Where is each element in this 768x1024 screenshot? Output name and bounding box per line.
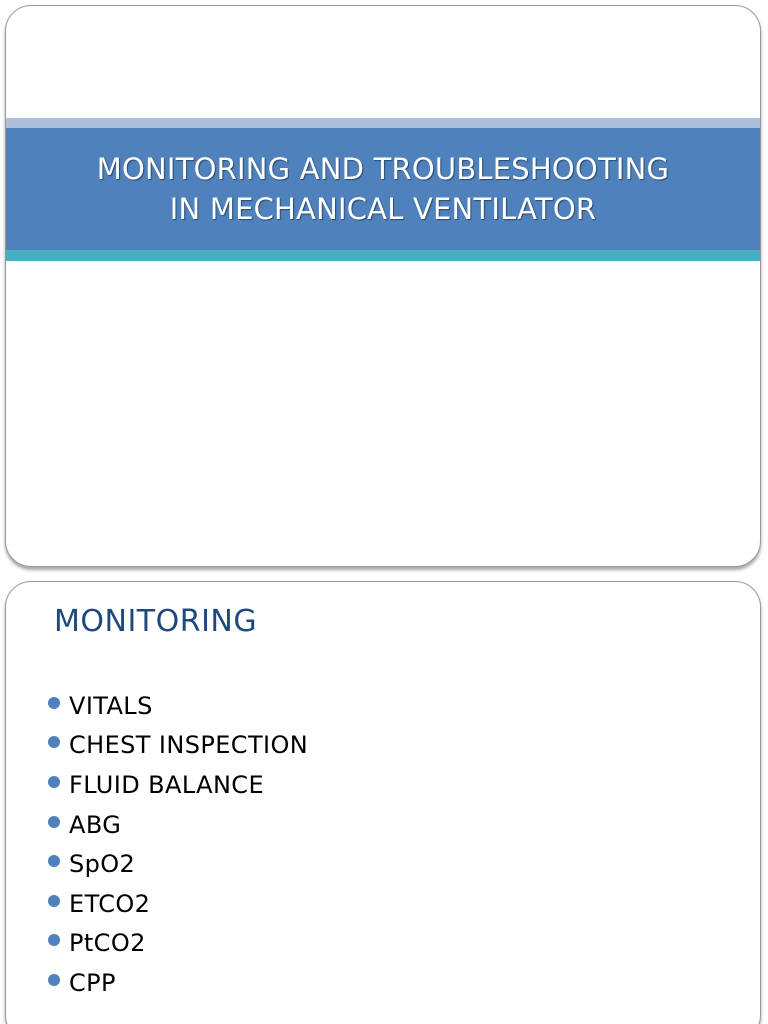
bullet-icon bbox=[48, 736, 60, 748]
bullet-icon bbox=[48, 697, 60, 709]
title-band bbox=[6, 128, 760, 250]
list-item bbox=[48, 924, 308, 964]
title-band-top-stripe bbox=[6, 118, 760, 128]
list-item-label: SpO2 bbox=[69, 850, 136, 879]
list-item-label: VITALS bbox=[69, 691, 153, 720]
bullet-icon bbox=[48, 776, 60, 788]
bullet-icon bbox=[48, 974, 60, 986]
slide-title-line-1: MONITORING AND TROUBLESHOOTING bbox=[96, 152, 670, 186]
list-item bbox=[48, 726, 308, 766]
list-item-label: CHEST INSPECTION bbox=[69, 731, 309, 760]
list-item bbox=[48, 805, 308, 845]
slide-title bbox=[97, 149, 669, 229]
bullet-icon bbox=[48, 855, 60, 867]
list-item-label: PtCO2 bbox=[69, 929, 146, 958]
title-slide bbox=[5, 5, 761, 567]
bullet-icon bbox=[48, 895, 60, 907]
list-item-label: CPP bbox=[69, 968, 116, 997]
bullet-icon bbox=[48, 934, 60, 946]
list-item bbox=[48, 963, 308, 1003]
list-item bbox=[48, 884, 308, 924]
slide-title-line-2: IN MECHANICAL VENTILATOR bbox=[169, 192, 597, 226]
list-item-label: ETCO2 bbox=[69, 889, 151, 918]
section-heading: MONITORING bbox=[54, 604, 258, 639]
list-item-label: FLUID BALANCE bbox=[69, 770, 265, 799]
list-item bbox=[48, 765, 308, 805]
title-band-bottom-stripe bbox=[6, 250, 760, 261]
list-item bbox=[48, 686, 308, 726]
bullet-icon bbox=[48, 816, 60, 828]
list-item-label: ABG bbox=[69, 810, 122, 839]
bullet-list bbox=[48, 686, 308, 1003]
monitoring-slide bbox=[5, 581, 761, 1024]
list-item bbox=[48, 844, 308, 884]
